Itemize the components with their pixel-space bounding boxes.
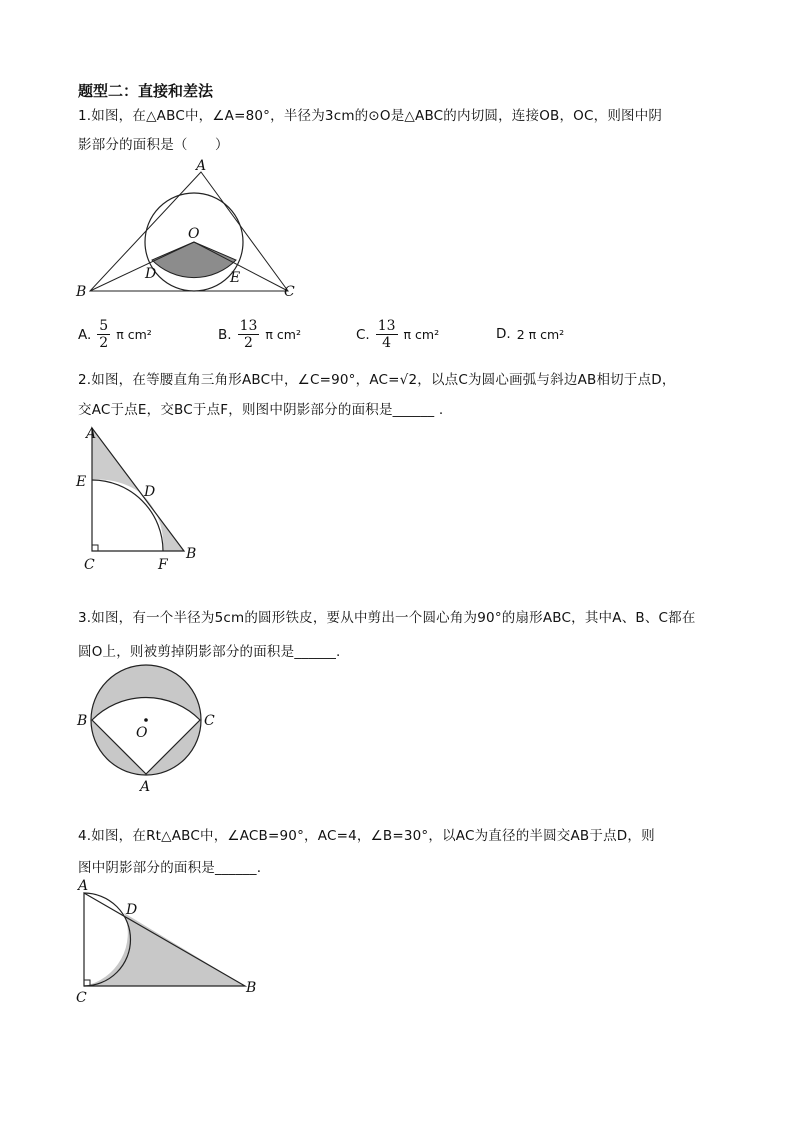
q1-option-b-unit: π cm² xyxy=(265,327,301,342)
q1-label-e: E xyxy=(230,270,241,286)
q4-shaded-region xyxy=(84,913,245,986)
q1-option-b-fraction xyxy=(238,318,260,351)
q2-label-a: A xyxy=(86,426,97,442)
q1-option-c-unit: π cm² xyxy=(403,327,440,342)
q3-text-line1: 3.如图，有一个半径为5cm的圆形铁皮，要从中剪出一个圆心角为90°的扇形ABC，其中A、B、C都在 xyxy=(78,610,696,626)
q1-options xyxy=(78,318,758,354)
q1-option-c-letter: C. xyxy=(356,326,370,343)
q4-label-a: A xyxy=(78,878,89,894)
q2-figure xyxy=(72,424,212,574)
q1-option-a-num: 5 xyxy=(99,318,109,334)
q1-shaded-sector xyxy=(152,242,236,278)
q2-right-angle-mark xyxy=(92,545,98,551)
q2-label-c: C xyxy=(84,557,95,573)
q1-label-d: D xyxy=(145,266,157,282)
q1-option-c-num: 13 xyxy=(377,318,396,334)
q1-option-a-den: 2 xyxy=(99,335,109,351)
q1-option-c-den: 4 xyxy=(382,335,392,351)
q2-label-f: F xyxy=(158,557,168,573)
q2-text-line2: 交AC于点E，交BC于点F，则图中阴影部分的面积是______ . xyxy=(78,402,444,418)
q1-option-a-letter: A. xyxy=(78,326,92,343)
q2-label-e: E xyxy=(76,474,87,490)
q1-option-a-fraction xyxy=(97,318,110,351)
q3-label-o: O xyxy=(136,725,148,741)
q1-option-a[interactable] xyxy=(78,318,152,351)
q2-label-b: B xyxy=(186,546,197,562)
q2-label-d: D xyxy=(144,484,156,500)
q1-option-d[interactable] xyxy=(496,326,564,342)
q2-text-line1: 2.如图，在等腰直角三角形ABC中，∠C=90°，AC=√2，以点C为圆心画弧与斜边AB相切于点D， xyxy=(78,372,676,388)
q1-option-a-unit: π cm² xyxy=(116,327,152,342)
q3-center-dot xyxy=(144,718,148,722)
q4-label-c: C xyxy=(76,990,87,1006)
q1-option-b[interactable] xyxy=(218,318,301,351)
q3-figure xyxy=(70,660,230,796)
q1-figure xyxy=(70,158,310,303)
q4-label-d: D xyxy=(126,902,138,918)
q1-label-o: O xyxy=(188,226,200,242)
q1-option-d-text: 2 π cm² xyxy=(516,326,565,342)
q1-label-a: A xyxy=(196,158,207,174)
q1-option-d-letter: D. xyxy=(496,326,511,342)
q3-text-line2: 圆O上，则被剪掉阴影部分的面积是______. xyxy=(78,644,341,660)
q1-label-c: C xyxy=(284,284,295,300)
q1-option-b-den: 2 xyxy=(244,335,253,351)
q1-option-c[interactable] xyxy=(356,318,439,351)
q1-option-c-fraction xyxy=(376,318,398,351)
q3-label-b: B xyxy=(77,713,88,729)
q4-label-b: B xyxy=(246,980,257,996)
q1-option-b-letter: B. xyxy=(218,326,232,343)
q1-text-line1: 1.如图，在△ABC中，∠A=80°，半径为3cm的⊙O是△ABC的内切圆，连接OB，OC，则图中阴 xyxy=(78,108,663,124)
q1-text-line2: 影部分的面积是（ ） xyxy=(78,137,229,153)
q4-text-line1: 4.如图，在Rt△ABC中，∠ACB=90°，AC=4，∠B=30°，以AC为直径的半圆交AB于点D，则 xyxy=(78,828,655,844)
q2-triangle xyxy=(92,428,184,551)
q1-label-b: B xyxy=(76,284,87,300)
q1-option-b-num: 13 xyxy=(239,318,258,334)
q4-text-line2: 图中阴影部分的面积是______. xyxy=(78,860,262,876)
q3-label-a: A xyxy=(140,779,151,795)
q4-figure xyxy=(72,876,272,1006)
q3-label-c: C xyxy=(204,713,215,729)
section-title: 题型二：直接和差法 xyxy=(78,82,214,100)
